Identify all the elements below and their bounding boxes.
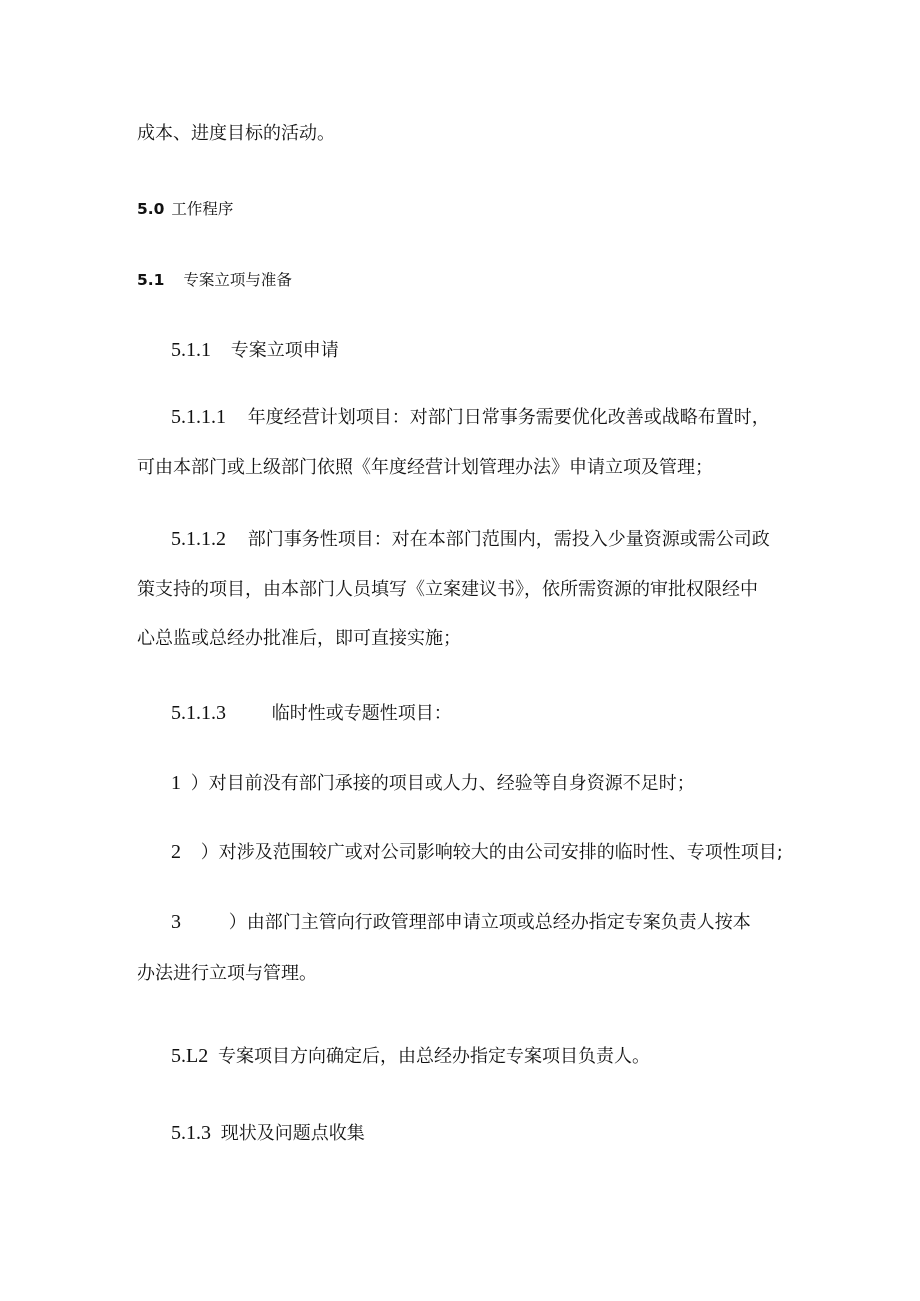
- clause-5-1-1-1-line-1: [171, 405, 770, 430]
- list-item-number: 1: [171, 772, 181, 794]
- list-item-number: 3: [171, 911, 181, 933]
- clause-5-1-2: [171, 1044, 650, 1069]
- paragraph-text: 成本、进度目标的活动。: [137, 123, 335, 144]
- clause-text: 部门事务性项目：对在本部门范围内，需投入少量资源或需公司政: [247, 529, 770, 550]
- section-heading-5-1: [137, 268, 292, 292]
- section-heading-5-0: [137, 197, 233, 221]
- section-title: 专案立项与准备: [183, 271, 292, 289]
- clause-number: 5.1.1.1: [171, 406, 226, 428]
- clause-number: 5.1.1.3: [171, 702, 226, 724]
- clause-text: 临时性或专题性项目：: [271, 703, 452, 724]
- clause-text: 现状及问题点收集: [220, 1123, 365, 1144]
- clause-number: 5.1.3: [171, 1122, 211, 1144]
- clause-number: 5.L2: [171, 1045, 209, 1067]
- list-item-3-line-1: [171, 910, 751, 935]
- clause-number: 5.1.1.2: [171, 528, 226, 550]
- list-item-3-line-2: [137, 962, 317, 986]
- section-number: 5.0: [137, 200, 165, 218]
- clause-5-1-1-2-line-3: [137, 627, 461, 651]
- section-number: 5.1: [137, 271, 165, 289]
- clause-text: 可由本部门或上级部门依照《年度经营计划管理办法》申请立项及管理；: [137, 457, 713, 478]
- clause-text: 专案项目方向确定后，由总经办指定专案项目负责人。: [217, 1046, 650, 1067]
- subsection-title: 专案立项申请: [230, 340, 339, 361]
- section-title: 工作程序: [171, 200, 234, 218]
- list-item-1: [171, 771, 695, 796]
- list-item-text: 办法进行立项与管理。: [137, 963, 317, 984]
- list-item-2: [171, 840, 783, 865]
- clause-5-1-1-3: [171, 701, 452, 726]
- subsection-heading-5-1-1: [171, 338, 339, 363]
- clause-text: 心总监或总经办批准后，即可直接实施；: [137, 628, 461, 649]
- list-item-text: ）由部门主管向行政管理部申请立项或总经办指定专案负责人按本: [228, 912, 751, 933]
- list-item-number: 2: [171, 841, 181, 863]
- clause-text: 策支持的项目，由本部门人员填写《立案建议书》，依所需资源的审批权限经中: [137, 579, 758, 600]
- clause-5-1-1-2-line-2: [137, 578, 758, 602]
- list-item-text: ）对涉及范围较广或对公司影响较大的由公司安排的临时性、专项性项目;: [200, 842, 783, 863]
- text-line-continuation: [137, 122, 335, 146]
- clause-5-1-3: [171, 1121, 365, 1146]
- subsection-number: 5.1.1: [171, 339, 211, 361]
- list-item-text: ）对目前没有部门承接的项目或人力、经验等自身资源不足时；: [190, 773, 695, 794]
- clause-5-1-1-2-line-1: [171, 527, 770, 552]
- clause-text: 年度经营计划项目：对部门日常事务需要优化改善或战略布置时，: [247, 407, 770, 428]
- clause-5-1-1-1-line-2: [137, 456, 713, 480]
